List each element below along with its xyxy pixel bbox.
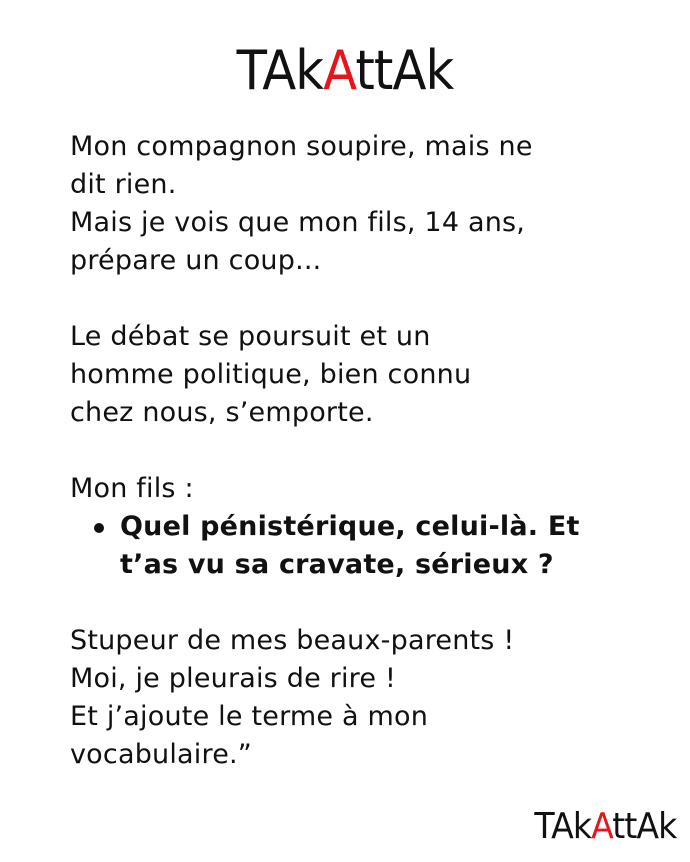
text-line: Et j’ajoute le terme à mon [70, 701, 429, 732]
text-line: Stupeur de mes beaux-parents ! [70, 625, 515, 656]
text-line: Mon fils : [70, 473, 194, 504]
text-line: Le débat se poursuit et un [70, 321, 431, 352]
logo-footer [533, 806, 676, 847]
text-line: Mais je vois que mon fils, 14 ans, [70, 207, 526, 238]
logo-text-accent: A [590, 806, 612, 847]
text-line: Quel pénistérique, celui-là. Et [120, 511, 580, 542]
text-line: Moi, je pleurais de rire ! [70, 663, 396, 694]
text-line: t’as vu sa cravate, sérieux ? [120, 549, 554, 580]
logo-text-part1: TAk [236, 39, 324, 102]
quote-list [70, 508, 670, 584]
text-line: prépare un coup... [70, 245, 322, 276]
text-line: Mon compagnon soupire, mais ne [70, 131, 533, 162]
text-line: chez nous, s’emporte. [70, 397, 374, 428]
logo-header [28, 39, 663, 102]
story-text [70, 128, 670, 812]
logo-text-part1: TAk [533, 806, 591, 847]
paragraph-3 [70, 470, 670, 508]
text-line: homme politique, bien connu [70, 359, 472, 390]
text-line: vocabulaire.” [70, 739, 252, 770]
logo-text-accent: A [323, 39, 356, 102]
paragraph-2 [70, 318, 670, 432]
paragraph-4 [70, 622, 670, 774]
list-item [70, 508, 670, 584]
text-line: dit rien. [70, 169, 177, 200]
paragraph-1 [70, 128, 670, 280]
bullet-dot-icon [94, 523, 104, 533]
logo-text-part2: ttAk [611, 806, 676, 847]
logo-text-part2: ttAk [355, 39, 454, 102]
